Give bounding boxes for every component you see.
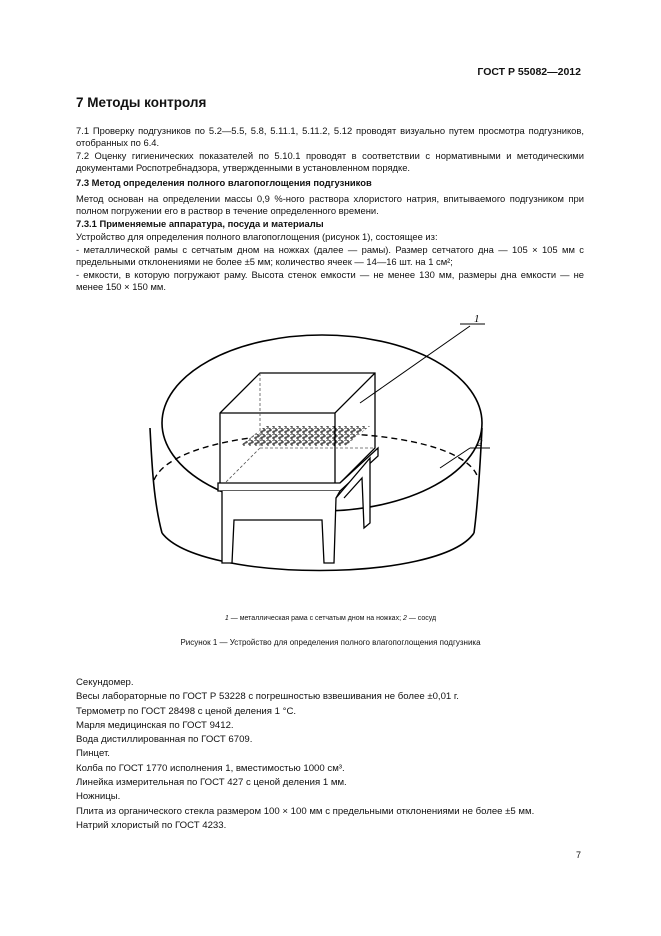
figure-label-2: 2 [477,437,483,449]
section-title: 7 Методы контроля [76,95,207,110]
legend-number-1: 1 [224,615,229,622]
list-item: Вода дистиллированная по ГОСТ 6709. [76,734,253,746]
paragraph-7-3-1-intro: Устройство для определения полного влагопоглощения (рисунок 1), состоящее из: [76,231,438,242]
equipment-list [76,676,584,833]
text-block-7-2 [76,150,584,175]
heading-7-3: 7.3 Метод определения полного влагопоглощения подгузников [76,177,372,188]
figure-label-1: 1 [474,313,480,325]
legend-text-2: — сосуд [406,615,437,622]
list-item: Колба по ГОСТ 1770 исполнения 1, вместимостью 1000 см³. [76,762,345,774]
list-item: Плита из органического стекла размером 100 × 100 мм с предельными отклонениями не более ±5 мм. [76,805,535,817]
mesh-frame-icon [218,373,378,563]
list-item: Весы лабораторные по ГОСТ Р 53228 с погрешностью взвешивания не более ±0,01 г. [76,691,459,703]
vessel-icon [150,335,482,571]
paragraph-7-1: 7.1 Проверку подгузников по 5.2—5.5, 5.8, 5.11.1, 5.11.2, 5.12 проводят визуально путем просмотра подгузников, отобранных по 6.4. [76,125,584,149]
figure-legend [0,615,661,622]
heading-7-3-1: 7.3.1 Применяемые аппаратура, посуда и материалы [76,218,324,229]
paragraph-7-3-1-frame: - металлической рамы с сетчатым дном на ножках (далее — рамы). Размер сетчатого дна — 105 × 105 мм с предельными отклонениями не более ±5 мм; количество ячеек — 14—16 шт. на 1 см²; [76,244,584,268]
document-code: ГОСТ Р 55082—2012 [477,66,581,78]
list-item: Линейка измерительная по ГОСТ 427 с ценой деления 1 мм. [76,777,347,789]
list-item: Ножницы. [76,791,121,803]
list-item: Пинцет. [76,748,110,760]
figure-caption: Рисунок 1 — Устройство для определения полного влагопоглощения подгузника [180,638,481,647]
text-block-7-1 [76,125,584,150]
legend-text-1: — металлическая рама с сетчатым дном на ножках; [228,615,403,622]
paragraph-7-3-1-vessel: - емкости, в которую погружают раму. Высота стенок емкости — не менее 130 мм, размеры дна емкости — не менее 150 × 150 мм. [76,269,584,293]
paragraph-7-2: 7.2 Оценку гигиенических показателей по 5.10.1 проводят в соответствии с нормативными и методическими документами Роспотребнадзора, утвержденными в установленном порядке. [76,150,584,174]
legend-number-2: 2 [402,615,407,622]
page-number: 7 [575,850,581,860]
paragraph-7-3: Метод основан на определении массы 0,9 %-ного раствора хлористого натрия, впитываемого подгузником при полном погружении его в раствор в течение определенного времени. [76,193,584,217]
list-item: Термометр по ГОСТ 28498 с ценой деления 1 °С. [76,705,297,717]
figure-device [140,308,505,598]
list-item: Секундомер. [76,677,134,688]
list-item: Натрий хлористый по ГОСТ 4233. [76,819,227,831]
list-item: Марля медицинская по ГОСТ 9412. [76,719,234,731]
